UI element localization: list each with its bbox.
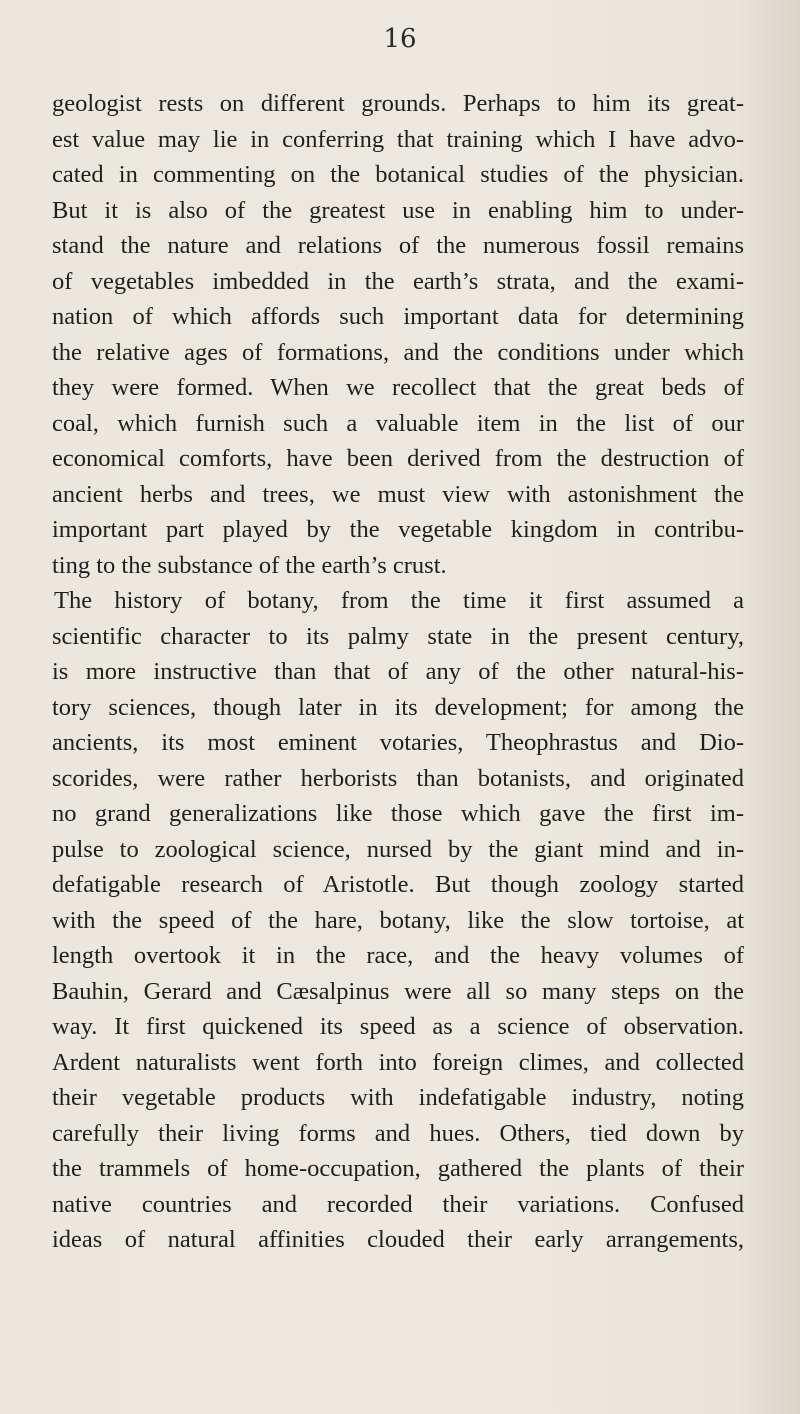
text-line: nation of which affords such important data for determining xyxy=(52,303,744,330)
text-line: way. It first quickened its speed as a science of observation. xyxy=(52,1013,744,1040)
text-line: geologist rests on different grounds. Perhaps to him its great- xyxy=(52,90,744,117)
body-text xyxy=(52,86,744,1258)
text-line: they were formed. When we recollect that the great beds of xyxy=(52,374,744,401)
text-line: pulse to zoological science, nursed by the giant mind and in- xyxy=(52,835,744,863)
text-line: Bauhin, Gerard and Cæsalpinus were all so many steps on the xyxy=(52,977,744,1005)
text-line: defatigable research of Aristotle. But though zoology started xyxy=(52,871,744,898)
page-number: 16 xyxy=(383,24,417,54)
text-line: is more instructive than that of any of the other natural-his- xyxy=(52,658,744,685)
text-line: est value may lie in conferring that training which I have advo- xyxy=(52,125,744,153)
text-line: no grand generalizations like those which gave the first im- xyxy=(52,800,744,827)
text-line: coal, which furnish such a valuable item in the list of our xyxy=(52,409,744,437)
text-line: the trammels of home-occupation, gathered the plants of their xyxy=(52,1155,744,1182)
text-line: ting to the substance of the earth’s crust. xyxy=(52,551,447,579)
text-line: ancients, its most eminent votaries, Theophrastus and Dio- xyxy=(52,729,744,756)
text-line: Ardent naturalists went forth into foreign climes, and collected xyxy=(52,1048,744,1076)
text-line: their vegetable products with indefatigable industry, noting xyxy=(52,1084,744,1111)
text-line: ideas of natural affinities clouded their early arrangements, xyxy=(52,1226,744,1253)
text-line: scientific character to its palmy state in the present century, xyxy=(52,622,744,650)
text-line: economical comforts, have been derived from the destruction of xyxy=(52,445,744,472)
text-line: stand the nature and relations of the numerous fossil remains xyxy=(52,232,744,259)
text-line: native countries and recorded their variations. Confused xyxy=(52,1190,744,1218)
text-line: carefully their living forms and hues. Others, tied down by xyxy=(52,1119,744,1147)
text-line: important part played by the vegetable kingdom in contribu- xyxy=(52,516,744,543)
text-line: But it is also of the greatest use in enabling him to under- xyxy=(52,196,744,224)
text-line: ancient herbs and trees, we must view with astonishment the xyxy=(52,480,744,508)
text-line: scorides, were rather herborists than botanists, and originated xyxy=(52,764,744,792)
text-line: tory sciences, though later in its development; for among the xyxy=(52,693,744,721)
text-line: The history of botany, from the time it first assumed a xyxy=(54,587,744,614)
text-line: length overtook it in the race, and the heavy volumes of xyxy=(52,942,744,969)
text-line: of vegetables imbedded in the earth’s strata, and the exami- xyxy=(52,267,744,295)
text-line: cated in commenting on the botanical studies of the physician. xyxy=(52,161,744,188)
text-line: the relative ages of formations, and the conditions under which xyxy=(52,338,744,366)
text-line: with the speed of the hare, botany, like the slow tortoise, at xyxy=(52,906,744,934)
